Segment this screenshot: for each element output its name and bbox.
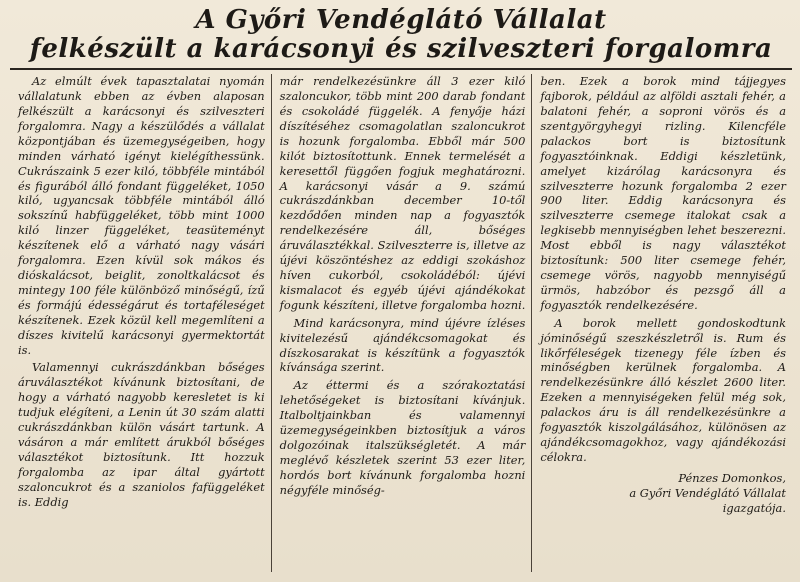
paragraph: Az éttermi és a szórakoztatási lehetőségeket is biztosítani kívánjuk. Italboltjainkban és valamennyi üzemegységeinkben biztosítjuk a város dolgozóinak italszükségletét. A már meglévő készletek szerint 53 ezer liter, hordós bort kívánunk forgalomba hozni négyféle minőség- [279, 378, 526, 497]
signature-title-2: igazgatója. [722, 500, 786, 515]
paragraph: Mind karácsonyra, mind újévre ízléses kivitelezésű ajándékcsomagokat és díszkosarakat is készítünk a fogyasztók kívánsága szerint. [279, 315, 526, 375]
paragraph: ben. Ezek a borok mind tájjegyes fajborok, például az alföldi asztali fehér, a balatoni fehér, a soproni vörös és a szentgyörgyhegyi rizling. Kilencféle palackos bort is biztosítunk fogyasztóinknak. Eddigi készletünk, amelyet kizárólag karácsonyra és szilveszterre hozunk forgalomba 2 ezer 900 liter. Eddig karácsonyra és szilveszterre csemege italokat csak a legkisebb mennyiségben lehet beszerezni. Most ebből is nagy választékot biztosítunk: 500 liter csemege fehér, csemege vörös, nagyobb mennyiségű ürmös, habzóbor és pezsgő áll a fogyasztók rendelkezésére. [540, 74, 786, 312]
paragraph: A borok mellett gondoskodtunk jóminőségű szeszkészletről is. Rum és likőrféleségek tizenegy féle ízben és minőségben kerülnek forgalomba. A rendelkezésünkre álló készlet 2600 liter. Ezeken a mennyiségeken felül még sok, palackos áru is áll rendelkezésünkre a fogyasztók kiszolgálásához, különösen az ajándékcsomagokhoz, vagy ajándékozási célokra. [540, 315, 786, 464]
paragraph: Az elmúlt évek tapasztalatai nyomán vállalatunk ebben az évben alaposan felkészült a karácsonyi és szilveszteri forgalomra. Nagy a készülődés a vállalat központjában és üzemegységeiben, hogy minden várható igényt kielégíthessünk. Cukrászaink 5 ezer kiló, többféle mintából és figurából álló fondant függeléket, 1050 kiló, ugyancsak többféle mintából álló sokszínű habfüggeléket, több mint 1000 kiló linzer függeléket, teasüteményt készítenek elő a várható nagy vásári forgalomra. Ezen kívül sok mákos és dióskalácsot, beiglit, zonoltkalácsot és mintegy 100 féle különböző minőségű, ízű és formájú édességárut és tortaféleséget készítenek. Ezek közül kell megemlíteni a díszes kivitelű karácsonyi gyermektortát is. [18, 74, 265, 357]
article-columns [10, 74, 792, 572]
column-2 [271, 74, 532, 572]
column-3 [531, 74, 792, 572]
headline-rule [10, 68, 792, 70]
headline-line-1: A Győri Vendéglátó Vállalat [195, 5, 607, 35]
signature-block [540, 471, 786, 516]
headline-line-2: felkészült a karácsonyi és szilveszteri forgalomra [29, 34, 773, 65]
column-1 [10, 74, 271, 572]
article-headline [10, 6, 792, 64]
signature-title-1: a Győri Vendéglátó Vállalat [629, 485, 786, 500]
paragraph: Valamennyi cukrászdánkban bőséges áruválasztékot kívánunk biztosítani, de hogy a várható nagyobb keresletet is ki tudjuk elégíteni, a Lenin út 30 szám alatti cukrászdánkban külön vásárt tartunk. A vásáron a már említett árukból bőséges választékot biztosítunk. Itt hozzuk forgalomba az ipar által gyártott szaloncukrot és a szaniolos fafüggeléket is. Eddig [18, 360, 265, 509]
signature-name: Pénzes Domonkos, [678, 470, 786, 485]
paragraph: már rendelkezésünkre áll 3 ezer kiló szaloncukor, több mint 200 darab fondant és csokoládé függelék. A fenyője házi díszítéséhez csomagolatlan szaloncukrot is hozunk forgalomba. Ebből már 500 kilót biztosítottunk. Ennek termelését a keresettől függően fogjuk meghatározni. A karácsonyi vásár a 9. számú cukrászdánkban december 10-től kezdődően minden nap a fogyasztók rendelkezésére áll, bőséges áruválasztékkal. Szilveszterre is, illetve az újévi köszöntéshez az eddigi szokáshoz híven cukorból, csokoládéból: újévi kismalacot és egyéb újévi ajándékokat fogunk készíteni, illetve forgalomba hozni. [279, 74, 526, 312]
